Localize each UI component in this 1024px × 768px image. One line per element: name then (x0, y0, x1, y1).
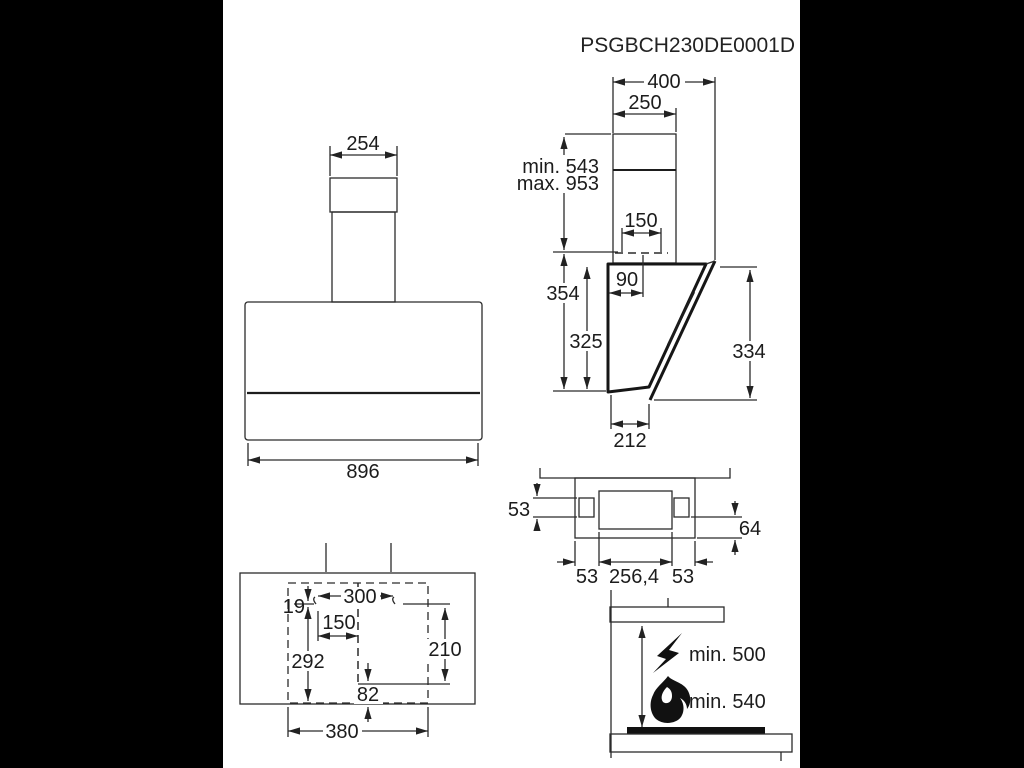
dim-label-250: 250 (628, 92, 662, 114)
dim-body-width (248, 443, 478, 483)
clearance-electric-label: min. 500 (689, 644, 766, 666)
chimney-lower-front (332, 212, 395, 302)
dim-hole-center-offset (318, 611, 358, 641)
dim-label-334: 334 (732, 341, 766, 363)
screw-hole-right-icon (393, 597, 401, 611)
dim-lower-hole-height (358, 604, 464, 684)
chimney-upper-front (330, 178, 397, 212)
dim-label-380: 380 (325, 721, 359, 743)
duct-cutout (615, 210, 668, 253)
dim-total-depth (613, 71, 715, 93)
dim-chimney-depth (613, 92, 676, 114)
dim-label-90: 90 (615, 269, 639, 291)
flame-icon (651, 676, 691, 723)
dim-label-82: 82 (356, 684, 380, 706)
dim-label-256-4: 256,4 (608, 566, 660, 588)
dim-label-53-bracket: 53 (507, 499, 531, 521)
bracket-right (674, 498, 689, 517)
top-view (508, 468, 761, 588)
model-code: PSGBCH230DE0001D (580, 34, 795, 57)
dim-label-53-left: 53 (575, 566, 599, 588)
dim-label-354: 354 (546, 283, 580, 305)
dim-label-max-953: max. 953 (516, 173, 599, 195)
dim-label-150-template: 150 (322, 612, 356, 634)
mounting-template (240, 543, 475, 743)
dim-label-212: 212 (613, 430, 647, 452)
clearance-gas-label: min. 540 (689, 691, 766, 713)
bracket-left (579, 498, 594, 517)
dim-hole-spacing (318, 586, 393, 608)
dim-label-19: 19 (282, 596, 305, 618)
dim-label-64: 64 (738, 518, 762, 540)
hood-top-plate (540, 468, 730, 478)
technical-drawing (223, 0, 800, 768)
dim-label-400: 400 (647, 71, 681, 93)
hood-body-front (245, 302, 482, 440)
dim-label-300: 300 (343, 586, 377, 608)
duct-outline-top (599, 491, 672, 529)
dim-label-min-543: min. 543 (522, 156, 599, 178)
dim-label-292: 292 (291, 651, 325, 673)
dim-height-rear (545, 254, 606, 391)
side-view (513, 71, 769, 452)
front-view (245, 133, 482, 483)
dim-label-53-right: 53 (671, 566, 695, 588)
dim-label-210: 210 (428, 639, 462, 661)
dim-label-150: 150 (624, 210, 658, 232)
dim-template-width (288, 707, 428, 743)
hood-bottom-bar (610, 607, 724, 622)
screw-hole-left-icon (314, 597, 322, 611)
dim-bottom-depth (611, 395, 649, 452)
dim-bracket-depth (508, 483, 577, 531)
cooktop-bar (627, 727, 765, 734)
dim-rear-offset (691, 501, 761, 555)
dim-chimney-width (330, 133, 397, 176)
clearance-diagram (610, 590, 792, 761)
dim-cutout-chain (557, 532, 713, 588)
dim-bottom-offset (354, 663, 383, 722)
dim-label-254: 254 (346, 133, 380, 155)
lightning-icon (653, 633, 682, 673)
dim-label-896: 896 (346, 461, 380, 483)
dim-label-325: 325 (569, 331, 603, 353)
counter-outline (610, 734, 792, 752)
dim-mount-height (513, 134, 618, 252)
datasheet-page (223, 0, 800, 768)
